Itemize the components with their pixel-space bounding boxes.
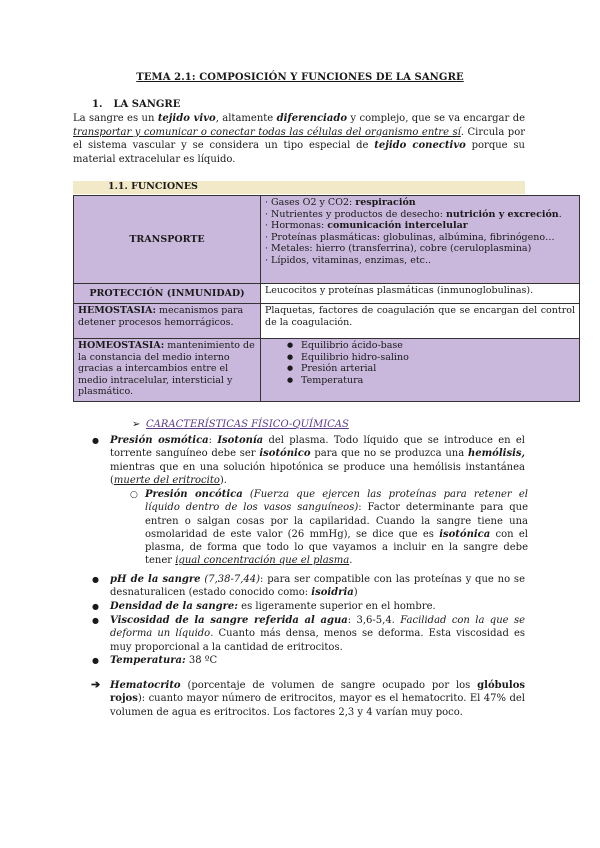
value-hemostasia: Plaquetas, factores de coagulación que se encargan del control de la coagulación. [261,304,580,339]
section-title: LA SANGRE [113,99,181,110]
list-item-presion-oncotica: Presión oncótica (Fuerza que ejercen las proteínas para retener el líquido dentro de los vasos sanguíneos): Factor determinante para que entren o salgan cosas por la capilaridad. Cuando la sangre tiene una osmolaridad de este valor (26 mmHg), se dice que es isotónica con el plasma, de forma que todo lo que vayamos a incluir en la sangre debe tener igual concentración que el plasma. [145,489,529,567]
table-row [74,304,580,339]
value-transporte: · Gases O2 y CO2: respiración · Nutrientes y productos de desecho: nutrición y excreción. · Hormonas: comunicación intercelular · Proteínas plasmáticas: globulinas, albúmina, fibrinógeno… · Metales: hierro (transferrina), cobre (ceruloplasmina) · Lípidos, vitaminas, enzimas, etc.. [261,196,580,284]
section-heading-la-sangre [92,99,180,110]
bullet-dot-icon: ● [92,616,99,625]
list-item: ● Presión arterial [287,363,575,375]
list-item-temperatura: Temperatura: 38 ºC [110,655,218,666]
subsection-heading-funciones: 1.1. FUNCIONES [73,181,525,194]
intro-paragraph: La sangre es un tejido vivo, altamente diferenciado y complejo, que se va encargar de transportar y comunicar o conectar todas las células del organismo entre sí. Circula por el sistema vascular y se considera un tipo especial de tejido conectivo porque su material extracelular es líquido. [73,113,526,165]
bullet-dot-icon: ● [92,602,99,611]
caracteristicas-heading: ➢ CARACTERÍSTICAS FÍSICO-QUÍMICAS [132,419,349,430]
list-item-ph: pH de la sangre (7,38-7,44): para ser compatible con las proteínas y que no se desnaturalicen (estado conocido como: isoidria) [110,574,525,599]
arrowhead-bullet-icon: ➢ [132,419,141,430]
value-homeostasia [261,339,580,402]
table-row [74,196,580,284]
value-proteccion: Leucocitos y proteínas plasmáticas (inmunoglobulinas). [261,284,580,304]
label-transporte: TRANSPORTE [74,196,261,284]
label-homeostasia: HOMEOSTASIA: mantenimiento de la constancia del medio interno gracias a intercambios entre el medio intracelular, intersticial y plasmático. [74,339,261,402]
homeostasia-list [265,340,575,386]
table-row [74,339,580,402]
bullet-dot-icon: ● [92,575,99,584]
section-number: 1. [92,99,103,110]
arrow-bullet-icon: ➔ [91,678,101,691]
list-item-densidad: Densidad de la sangre: es ligeramente superior en el hombre. [110,601,436,612]
bullet-dot-icon: ● [92,436,99,445]
label-hemostasia: HEMOSTASIA: mecanismos para detener procesos hemorrágicos. [74,304,261,339]
list-item-presion-osmotica: Presión osmótica: Isotonía del plasma. Todo líquido que se introduce en el torrente sanguíneo debe ser isotónico para que no se produzca una hemólisis, mientras que en una solución hipotónica se produce una hemólisis instantánea (muerte del eritrocito). [110,435,525,486]
list-item: ● Equilibrio ácido-base [287,340,575,352]
label-proteccion: PROTECCIÓN (INMUNIDAD) [74,284,261,304]
funciones-table [73,195,580,402]
list-item: ● Equilibrio hidro-salino [287,352,575,364]
document-title: TEMA 2.1: COMPOSICIÓN Y FUNCIONES DE LA SANGRE [136,72,464,83]
list-item: ● Temperatura [287,375,575,387]
list-item-hematocrito: Hematocrito (porcentaje de volumen de sangre ocupado por los glóbulos rojos): cuanto mayor número de eritrocitos, mayor es el hematocrito. El 47% del volumen de agua es eritrocitos. Los factores 2,3 y 4 varían muy poco. [110,680,525,718]
bullet-dot-icon: ● [92,656,99,665]
bullet-circle-icon: ○ [130,490,138,500]
list-item-viscosidad: Viscosidad de la sangre referida al agua: 3,6-5,4. Facilidad con la que se deforma un líquido. Cuanto más densa, menos se deforma. Esta viscosidad es muy proporcional a la cantidad de eritrocitos. [110,615,525,653]
table-row [74,284,580,304]
